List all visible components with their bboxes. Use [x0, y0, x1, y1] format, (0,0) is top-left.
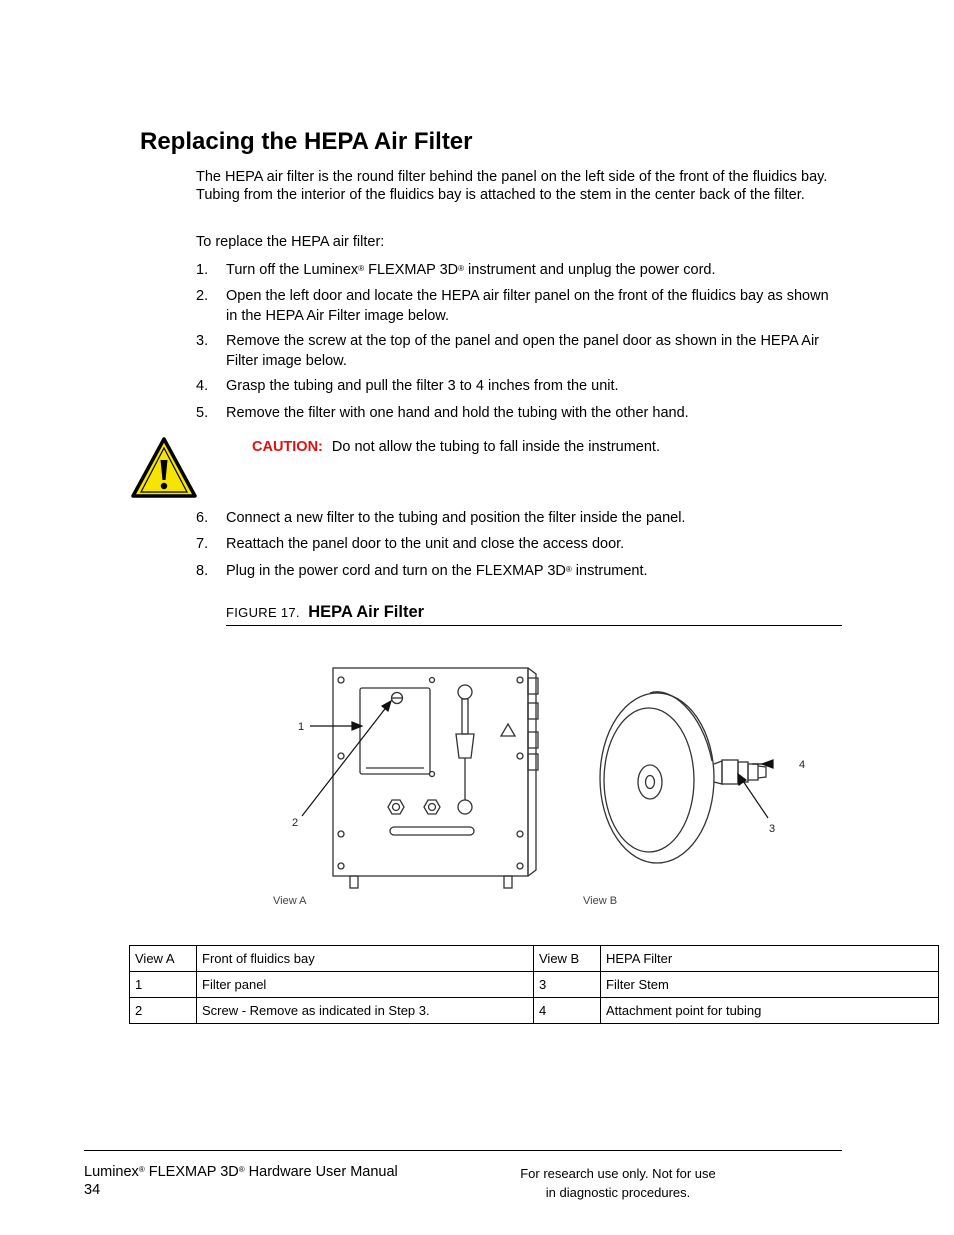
view-b-label: View B [583, 895, 618, 907]
footer-disclaimer [500, 1164, 736, 1202]
step-number: 6. [196, 510, 209, 526]
page-number: 34 [84, 1182, 101, 1198]
table-cell: 1 [130, 972, 197, 998]
step-text: Turn off the Luminex® FLEXMAP 3D® instrument and unplug the power cord. [226, 262, 716, 278]
lead-in-text: To replace the HEPA air filter: [196, 234, 385, 250]
step-text: Grasp the tubing and pull the filter 3 to 4 inches from the unit. [226, 378, 619, 394]
caution-notice [130, 436, 830, 500]
caution-label: CAUTION: [252, 439, 323, 455]
table-row [130, 998, 939, 1024]
view-a-panel-drawing [333, 668, 538, 888]
caution-message [252, 439, 660, 455]
footer-divider [84, 1150, 842, 1151]
step-number: 5. [196, 405, 209, 421]
figure-legend-table [129, 945, 939, 1024]
table-cell: View A [130, 946, 197, 972]
view-a-label: View A [273, 895, 307, 907]
callout-arrowhead [382, 701, 391, 711]
table-cell: Attachment point for tubing [601, 998, 939, 1024]
footer-manual-info [84, 1163, 398, 1199]
callout-label-3: 3 [769, 823, 776, 835]
step-number: 8. [196, 563, 209, 579]
step-number: 1. [196, 262, 209, 278]
table-cell: Filter Stem [601, 972, 939, 998]
table-row [130, 946, 939, 972]
hepa-filter-figure [252, 656, 818, 910]
step-number: 3. [196, 333, 209, 349]
table-cell: HEPA Filter [601, 946, 939, 972]
step-text: Remove the screw at the top of the panel and open the panel door as shown in the HEPA Air Filter image below. [226, 333, 819, 369]
step-number: 2. [196, 288, 209, 304]
figure-caption [226, 603, 842, 626]
warning-triangle-icon [130, 436, 198, 500]
footer-manual-title: Luminex® FLEXMAP 3D® Hardware User Manual [84, 1164, 398, 1180]
caution-text: Do not allow the tubing to fall inside the instrument. [331, 439, 660, 455]
table-cell: Filter panel [197, 972, 534, 998]
intro-paragraph: The HEPA air filter is the round filter behind the panel on the left side of the front of the fluidics bay. Tubing from the interior of the fluidics bay is attached to the stem in the center back of the filter. [196, 169, 828, 203]
page-title: Replacing the HEPA Air Filter [140, 128, 473, 155]
step-text: Plug in the power cord and turn on the FLEXMAP 3D® instrument. [226, 563, 648, 579]
table-cell: Front of fluidics bay [197, 946, 534, 972]
figure-title: HEPA Air Filter [308, 603, 425, 621]
hepa-filter-diagram [252, 656, 818, 910]
table-row [130, 972, 939, 998]
table-cell: 3 [534, 972, 601, 998]
step-text: Open the left door and locate the HEPA air filter panel on the front of the fluidics bay as shown in the HEPA Air Filter image below. [226, 288, 829, 324]
callout-label-2: 2 [292, 817, 299, 829]
step-number: 4. [196, 378, 209, 394]
disclaimer-line: in diagnostic procedures. [545, 1185, 691, 1200]
table-cell: 4 [534, 998, 601, 1024]
step-text: Remove the filter with one hand and hold the tubing with the other hand. [226, 405, 689, 421]
table-cell: 2 [130, 998, 197, 1024]
table-cell: Screw - Remove as indicated in Step 3. [197, 998, 534, 1024]
table-cell: View B [534, 946, 601, 972]
step-text: Connect a new filter to the tubing and position the filter inside the panel. [226, 510, 686, 526]
callout-label-1: 1 [298, 721, 305, 733]
step-text: Reattach the panel door to the unit and close the access door. [226, 536, 625, 552]
figure-number: FIGURE 17. [226, 605, 300, 620]
step-number: 7. [196, 536, 209, 552]
callout-label-4: 4 [799, 759, 806, 771]
disclaimer-line: For research use only. Not for use [520, 1166, 716, 1181]
